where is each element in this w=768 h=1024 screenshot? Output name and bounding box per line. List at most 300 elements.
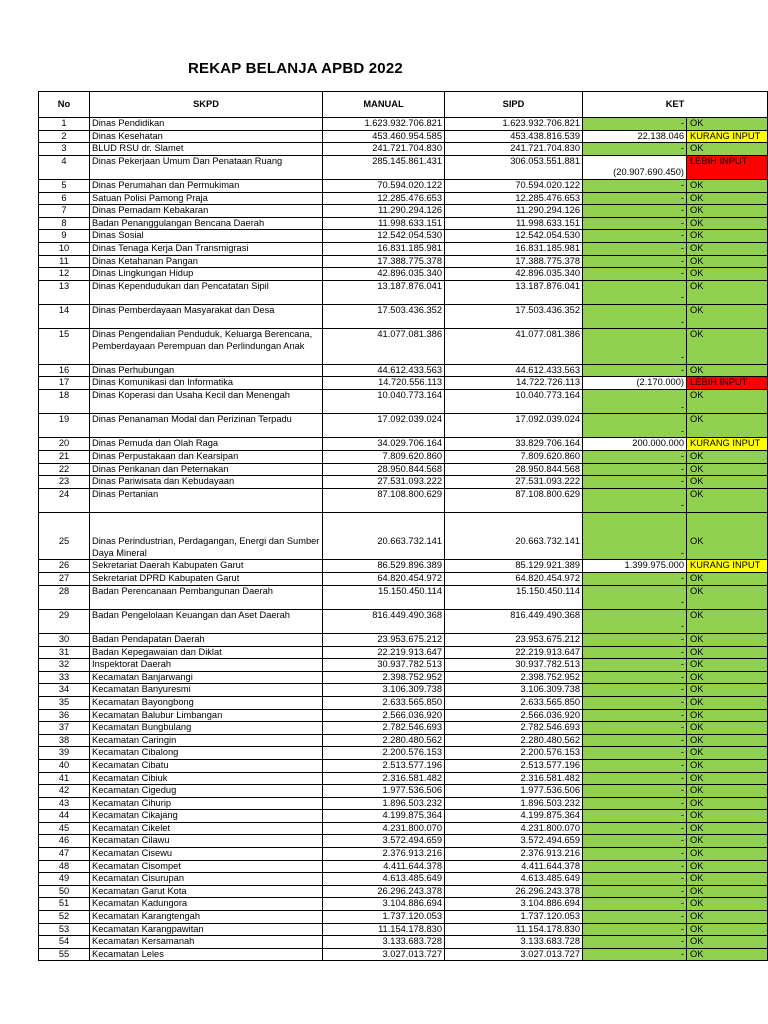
cell-manual: 27.531.093.222 — [323, 476, 445, 489]
table-row — [39, 230, 768, 243]
cell-skpd: Dinas Perhubungan — [90, 364, 323, 377]
table-row — [39, 585, 768, 609]
cell-status-ok: OK — [687, 659, 768, 672]
table-row — [39, 268, 768, 281]
cell-difference: - — [583, 451, 687, 464]
cell-difference: - — [583, 860, 687, 873]
cell-difference: - — [583, 797, 687, 810]
cell-manual: 41.077.081.386 — [323, 329, 445, 365]
table-row — [39, 255, 768, 268]
cell-difference: - — [583, 671, 687, 684]
cell-skpd: Dinas Perpustakaan dan Kearsipan — [90, 451, 323, 464]
cell-status-ok: OK — [687, 242, 768, 255]
cell-sipd: 2.633.565.850 — [445, 696, 583, 709]
cell-sipd: 33.829.706.164 — [445, 438, 583, 451]
table-row — [39, 671, 768, 684]
cell-sipd: 11.998.633.151 — [445, 217, 583, 230]
table-row — [39, 438, 768, 451]
cell-no: 33 — [39, 671, 90, 684]
table-row — [39, 390, 768, 414]
cell-difference: (2.170.000) — [583, 377, 687, 390]
table-row — [39, 848, 768, 861]
cell-difference: - — [583, 848, 687, 861]
cell-difference: - — [583, 304, 687, 328]
cell-skpd: Sekretariat DPRD Kabupaten Garut — [90, 573, 323, 586]
cell-difference: - — [583, 684, 687, 697]
cell-status-ok: OK — [687, 217, 768, 230]
cell-no: 25 — [39, 513, 90, 560]
cell-status-ok: OK — [687, 192, 768, 205]
cell-no: 6 — [39, 192, 90, 205]
cell-skpd: Badan Penanggulangan Bencana Daerah — [90, 217, 323, 230]
cell-manual: 11.154.178.830 — [323, 923, 445, 936]
cell-sipd: 17.388.775.378 — [445, 255, 583, 268]
cell-manual: 23.953.675.212 — [323, 633, 445, 646]
cell-difference: - — [583, 513, 687, 560]
cell-skpd: Dinas Sosial — [90, 230, 323, 243]
cell-manual: 13.187.876.041 — [323, 280, 445, 304]
header-no: No — [39, 92, 90, 118]
cell-sipd: 3.027.013.727 — [445, 948, 583, 961]
table-row — [39, 242, 768, 255]
cell-difference: - — [583, 364, 687, 377]
cell-sipd: 4.231.800.070 — [445, 822, 583, 835]
cell-difference: - — [583, 722, 687, 735]
cell-skpd: Dinas Kesehatan — [90, 130, 323, 143]
cell-sipd: 85.129.921.389 — [445, 560, 583, 573]
cell-skpd: Kecamatan Banyuresmi — [90, 684, 323, 697]
cell-status-ok: OK — [687, 488, 768, 512]
table-row — [39, 633, 768, 646]
cell-status-ok: OK — [687, 923, 768, 936]
cell-skpd: Dinas Perindustrian, Perdagangan, Energi dan Sumber Daya Mineral — [90, 513, 323, 560]
cell-sipd: 28.950.844.568 — [445, 463, 583, 476]
cell-sipd: 1.896.503.232 — [445, 797, 583, 810]
cell-difference: - — [583, 734, 687, 747]
cell-skpd: Kecamatan Garut Kota — [90, 885, 323, 898]
cell-difference: - — [583, 898, 687, 911]
table-row — [39, 155, 768, 179]
table-row — [39, 364, 768, 377]
cell-status-ok: OK — [687, 585, 768, 609]
cell-status-ok: OK — [687, 822, 768, 835]
cell-sipd: 2.376.913.216 — [445, 848, 583, 861]
cell-no: 43 — [39, 797, 90, 810]
cell-no: 17 — [39, 377, 90, 390]
cell-status-ok: OK — [687, 179, 768, 192]
table-row — [39, 948, 768, 961]
cell-manual: 1.737.120.053 — [323, 911, 445, 924]
cell-sipd: 4.411.644.378 — [445, 860, 583, 873]
cell-status-ok: OK — [687, 205, 768, 218]
cell-difference: 22.138.046 — [583, 130, 687, 143]
cell-skpd: Kecamatan Cisompet — [90, 860, 323, 873]
table-row — [39, 785, 768, 798]
cell-difference: - — [583, 747, 687, 760]
cell-sipd: 20.663.732.141 — [445, 513, 583, 560]
table-row — [39, 911, 768, 924]
cell-skpd: Dinas Penanaman Modal dan Perizinan Terpadu — [90, 414, 323, 438]
cell-skpd: Kecamatan Cikelet — [90, 822, 323, 835]
cell-manual: 2.633.565.850 — [323, 696, 445, 709]
table-row — [39, 280, 768, 304]
cell-no: 7 — [39, 205, 90, 218]
cell-no: 28 — [39, 585, 90, 609]
cell-manual: 17.092.039.024 — [323, 414, 445, 438]
cell-no: 12 — [39, 268, 90, 281]
cell-manual: 2.782.546.693 — [323, 722, 445, 735]
cell-difference: - — [583, 772, 687, 785]
cell-difference: (20.907.690.450) — [583, 155, 687, 179]
cell-difference: - — [583, 633, 687, 646]
cell-skpd: Dinas Perikanan dan Peternakan — [90, 463, 323, 476]
cell-status-kurang: KURANG INPUT — [687, 438, 768, 451]
cell-no: 47 — [39, 848, 90, 861]
table-row — [39, 923, 768, 936]
cell-sipd: 23.953.675.212 — [445, 633, 583, 646]
cell-skpd: Dinas Pemberdayaan Masyarakat dan Desa — [90, 304, 323, 328]
cell-sipd: 13.187.876.041 — [445, 280, 583, 304]
table-row — [39, 573, 768, 586]
cell-manual: 17.503.436.352 — [323, 304, 445, 328]
cell-skpd: Dinas Lingkungan Hidup — [90, 268, 323, 281]
cell-difference: - — [583, 885, 687, 898]
cell-skpd: Kecamatan Cihurip — [90, 797, 323, 810]
cell-no: 38 — [39, 734, 90, 747]
cell-no: 52 — [39, 911, 90, 924]
cell-status-ok: OK — [687, 463, 768, 476]
cell-skpd: Dinas Pengendalian Penduduk, Keluarga Berencana, Pemberdayaan Perempuan dan Perlindungan Anak — [90, 329, 323, 365]
cell-no: 51 — [39, 898, 90, 911]
cell-manual: 10.040.773.164 — [323, 390, 445, 414]
cell-manual: 3.133.683.728 — [323, 936, 445, 949]
cell-difference: - — [583, 329, 687, 365]
cell-status-ok: OK — [687, 772, 768, 785]
cell-no: 49 — [39, 873, 90, 886]
cell-sipd: 11.154.178.830 — [445, 923, 583, 936]
cell-sipd: 2.316.581.482 — [445, 772, 583, 785]
cell-status-ok: OK — [687, 329, 768, 365]
header-sipd: SIPD — [445, 92, 583, 118]
cell-status-ok: OK — [687, 948, 768, 961]
table-row — [39, 476, 768, 489]
cell-status-ok: OK — [687, 936, 768, 949]
cell-status-ok: OK — [687, 573, 768, 586]
cell-skpd: Dinas Pendidikan — [90, 118, 323, 131]
cell-manual: 241.721.704.830 — [323, 143, 445, 156]
cell-manual: 34.029.706.164 — [323, 438, 445, 451]
cell-no: 20 — [39, 438, 90, 451]
cell-manual: 7.809.620.860 — [323, 451, 445, 464]
cell-manual: 2.566.036.920 — [323, 709, 445, 722]
cell-no: 48 — [39, 860, 90, 873]
cell-skpd: Dinas Perumahan dan Permukiman — [90, 179, 323, 192]
table-row — [39, 873, 768, 886]
cell-manual: 2.513.577.196 — [323, 759, 445, 772]
cell-manual: 2.398.752.952 — [323, 671, 445, 684]
cell-manual: 3.572.494.659 — [323, 835, 445, 848]
cell-status-ok: OK — [687, 835, 768, 848]
cell-sipd: 64.820.454.972 — [445, 573, 583, 586]
cell-no: 39 — [39, 747, 90, 760]
cell-status-ok: OK — [687, 633, 768, 646]
cell-no: 15 — [39, 329, 90, 365]
cell-no: 24 — [39, 488, 90, 512]
cell-difference: - — [583, 646, 687, 659]
table-row — [39, 118, 768, 131]
table-header-row — [39, 92, 768, 118]
table-row — [39, 609, 768, 633]
cell-sipd: 44.612.433.563 — [445, 364, 583, 377]
cell-difference: - — [583, 143, 687, 156]
cell-skpd: Kecamatan Cikajang — [90, 810, 323, 823]
cell-skpd: Kecamatan Cibalong — [90, 747, 323, 760]
cell-status-ok: OK — [687, 810, 768, 823]
cell-difference: - — [583, 476, 687, 489]
cell-manual: 2.316.581.482 — [323, 772, 445, 785]
cell-difference: - — [583, 488, 687, 512]
cell-difference: - — [583, 463, 687, 476]
table-row — [39, 747, 768, 760]
cell-sipd: 12.542.054.530 — [445, 230, 583, 243]
cell-manual: 30.937.782.513 — [323, 659, 445, 672]
cell-no: 37 — [39, 722, 90, 735]
cell-difference: - — [583, 268, 687, 281]
cell-sipd: 241.721.704.830 — [445, 143, 583, 156]
cell-skpd: Badan Perencanaan Pembangunan Daerah — [90, 585, 323, 609]
cell-skpd: Satuan Polisi Pamong Praja — [90, 192, 323, 205]
cell-skpd: Badan Kepegawaian dan Diklat — [90, 646, 323, 659]
cell-manual: 16.831.185.981 — [323, 242, 445, 255]
cell-skpd: Kecamatan Cilawu — [90, 835, 323, 848]
cell-difference: - — [583, 709, 687, 722]
cell-manual: 1.977.536.506 — [323, 785, 445, 798]
cell-sipd: 2.398.752.952 — [445, 671, 583, 684]
cell-no: 53 — [39, 923, 90, 936]
cell-no: 41 — [39, 772, 90, 785]
cell-sipd: 11.290.294.126 — [445, 205, 583, 218]
cell-sipd: 17.092.039.024 — [445, 414, 583, 438]
cell-no: 9 — [39, 230, 90, 243]
cell-manual: 4.411.644.378 — [323, 860, 445, 873]
cell-sipd: 12.285.476.653 — [445, 192, 583, 205]
cell-difference: - — [583, 255, 687, 268]
cell-difference: - — [583, 280, 687, 304]
cell-manual: 1.623.932.706.821 — [323, 118, 445, 131]
cell-difference: - — [583, 192, 687, 205]
cell-difference: - — [583, 948, 687, 961]
cell-status-ok: OK — [687, 268, 768, 281]
cell-difference: - — [583, 911, 687, 924]
cell-sipd: 1.623.932.706.821 — [445, 118, 583, 131]
cell-status-ok: OK — [687, 414, 768, 438]
table-row — [39, 143, 768, 156]
cell-sipd: 306.053.551.881 — [445, 155, 583, 179]
cell-difference: - — [583, 414, 687, 438]
cell-manual: 17.388.775.378 — [323, 255, 445, 268]
table-row — [39, 179, 768, 192]
table-row — [39, 130, 768, 143]
cell-sipd: 15.150.450.114 — [445, 585, 583, 609]
cell-sipd: 87.108.800.629 — [445, 488, 583, 512]
cell-skpd: Kecamatan Kadungora — [90, 898, 323, 911]
cell-skpd: Dinas Komunikasi dan Informatika — [90, 377, 323, 390]
cell-manual: 11.290.294.126 — [323, 205, 445, 218]
cell-status-ok: OK — [687, 898, 768, 911]
table-row — [39, 898, 768, 911]
cell-skpd: Dinas Kependudukan dan Pencatatan Sipil — [90, 280, 323, 304]
cell-skpd: Kecamatan Balubur Limbangan — [90, 709, 323, 722]
cell-difference: - — [583, 179, 687, 192]
cell-no: 31 — [39, 646, 90, 659]
cell-status-ok: OK — [687, 364, 768, 377]
table-row — [39, 835, 768, 848]
cell-manual: 285.145.861.431 — [323, 155, 445, 179]
cell-status-kurang: KURANG INPUT — [687, 560, 768, 573]
budget-table — [38, 91, 768, 961]
cell-no: 34 — [39, 684, 90, 697]
cell-skpd: Inspektorat Daerah — [90, 659, 323, 672]
cell-difference: - — [583, 205, 687, 218]
cell-difference: - — [583, 785, 687, 798]
cell-difference: - — [583, 573, 687, 586]
cell-no: 42 — [39, 785, 90, 798]
cell-status-ok: OK — [687, 476, 768, 489]
cell-manual: 14.720.556.113 — [323, 377, 445, 390]
cell-sipd: 42.896.035.340 — [445, 268, 583, 281]
cell-status-lebih: LEBIH INPUT — [687, 155, 768, 179]
cell-no: 54 — [39, 936, 90, 949]
cell-manual: 453.460.954.585 — [323, 130, 445, 143]
cell-status-ok: OK — [687, 451, 768, 464]
cell-manual: 3.106.309.738 — [323, 684, 445, 697]
cell-status-ok: OK — [687, 759, 768, 772]
cell-status-ok: OK — [687, 255, 768, 268]
cell-sipd: 3.572.494.659 — [445, 835, 583, 848]
cell-status-ok: OK — [687, 885, 768, 898]
cell-no: 5 — [39, 179, 90, 192]
table-row — [39, 684, 768, 697]
cell-no: 27 — [39, 573, 90, 586]
cell-manual: 15.150.450.114 — [323, 585, 445, 609]
cell-status-ok: OK — [687, 709, 768, 722]
cell-no: 36 — [39, 709, 90, 722]
cell-sipd: 2.566.036.920 — [445, 709, 583, 722]
cell-no: 18 — [39, 390, 90, 414]
cell-skpd: Kecamatan Bayongbong — [90, 696, 323, 709]
cell-status-ok: OK — [687, 513, 768, 560]
table-row — [39, 205, 768, 218]
cell-sipd: 70.594.020.122 — [445, 179, 583, 192]
table-row — [39, 822, 768, 835]
cell-no: 2 — [39, 130, 90, 143]
cell-manual: 22.219.913.647 — [323, 646, 445, 659]
cell-sipd: 16.831.185.981 — [445, 242, 583, 255]
cell-no: 1 — [39, 118, 90, 131]
table-row — [39, 810, 768, 823]
cell-status-ok: OK — [687, 230, 768, 243]
table-row — [39, 414, 768, 438]
cell-sipd: 1.977.536.506 — [445, 785, 583, 798]
cell-status-ok: OK — [687, 873, 768, 886]
cell-skpd: Dinas Koperasi dan Usaha Kecil dan Menengah — [90, 390, 323, 414]
cell-difference: - — [583, 217, 687, 230]
cell-no: 11 — [39, 255, 90, 268]
cell-skpd: Kecamatan Leles — [90, 948, 323, 961]
cell-skpd: Kecamatan Cibiuk — [90, 772, 323, 785]
cell-difference: - — [583, 659, 687, 672]
page-title: REKAP BELANJA APBD 2022 — [188, 60, 403, 77]
cell-status-ok: OK — [687, 609, 768, 633]
cell-sipd: 4.613.485.649 — [445, 873, 583, 886]
cell-status-ok: OK — [687, 390, 768, 414]
cell-difference: - — [583, 118, 687, 131]
cell-skpd: Kecamatan Cigedug — [90, 785, 323, 798]
cell-manual: 42.896.035.340 — [323, 268, 445, 281]
cell-skpd: Dinas Pariwisata dan Kebudayaan — [90, 476, 323, 489]
cell-no: 40 — [39, 759, 90, 772]
cell-sipd: 4.199.875.364 — [445, 810, 583, 823]
cell-sipd: 27.531.093.222 — [445, 476, 583, 489]
cell-status-ok: OK — [687, 734, 768, 747]
table-row — [39, 192, 768, 205]
cell-skpd: Kecamatan Kersamanah — [90, 936, 323, 949]
cell-difference: - — [583, 835, 687, 848]
cell-skpd: Kecamatan Banjarwangi — [90, 671, 323, 684]
cell-difference: 1.399.975.000 — [583, 560, 687, 573]
cell-no: 3 — [39, 143, 90, 156]
cell-manual: 11.998.633.151 — [323, 217, 445, 230]
cell-manual: 2.200.576.153 — [323, 747, 445, 760]
cell-manual: 3.027.013.727 — [323, 948, 445, 961]
table-row — [39, 560, 768, 573]
table-row — [39, 885, 768, 898]
cell-skpd: Dinas Pemadam Kebakaran — [90, 205, 323, 218]
cell-sipd: 10.040.773.164 — [445, 390, 583, 414]
table-row — [39, 772, 768, 785]
table-row — [39, 860, 768, 873]
cell-skpd: Dinas Pertanian — [90, 488, 323, 512]
cell-no: 16 — [39, 364, 90, 377]
cell-skpd: Badan Pendapatan Daerah — [90, 633, 323, 646]
cell-status-ok: OK — [687, 280, 768, 304]
cell-difference: - — [583, 810, 687, 823]
cell-manual: 28.950.844.568 — [323, 463, 445, 476]
cell-status-ok: OK — [687, 684, 768, 697]
header-skpd: SKPD — [90, 92, 323, 118]
cell-no: 29 — [39, 609, 90, 633]
cell-sipd: 41.077.081.386 — [445, 329, 583, 365]
cell-manual: 86.529.896.389 — [323, 560, 445, 573]
cell-no: 44 — [39, 810, 90, 823]
cell-skpd: Kecamatan Cisurupan — [90, 873, 323, 886]
cell-sipd: 3.133.683.728 — [445, 936, 583, 949]
table-row — [39, 217, 768, 230]
table-row — [39, 463, 768, 476]
cell-sipd: 3.104.886.694 — [445, 898, 583, 911]
cell-no: 35 — [39, 696, 90, 709]
cell-skpd: Kecamatan Karangtengah — [90, 911, 323, 924]
cell-skpd: Kecamatan Karangpawitan — [90, 923, 323, 936]
cell-status-ok: OK — [687, 696, 768, 709]
cell-sipd: 2.200.576.153 — [445, 747, 583, 760]
cell-skpd: Kecamatan Bungbulang — [90, 722, 323, 735]
cell-manual: 12.285.476.653 — [323, 192, 445, 205]
cell-sipd: 7.809.620.860 — [445, 451, 583, 464]
table-row — [39, 646, 768, 659]
cell-status-ok: OK — [687, 722, 768, 735]
cell-status-ok: OK — [687, 118, 768, 131]
